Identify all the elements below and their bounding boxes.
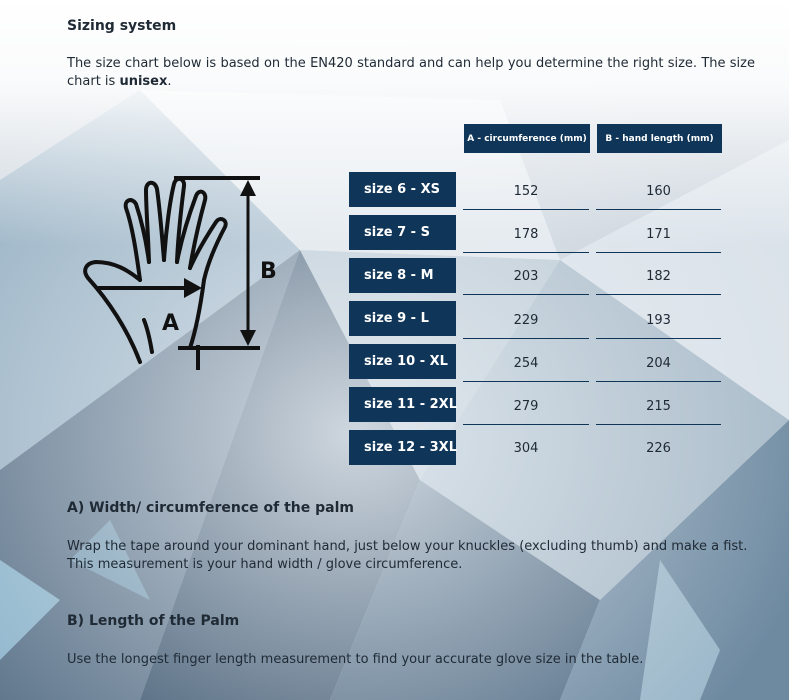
section-a-text: Wrap the tape around your dominant hand, just below your knuckles (excluding thumb) and make a fist. This measurement is your hand width / glove circumference. xyxy=(67,539,748,572)
hand-length-value: 182 xyxy=(596,259,721,295)
hand-length-value: 226 xyxy=(646,440,671,456)
hand-length-value: 171 xyxy=(596,217,721,253)
page-title: Sizing system xyxy=(67,18,177,34)
circumference-value: 152 xyxy=(463,174,589,210)
intro-end: . xyxy=(167,74,172,89)
circumference-value: 229 xyxy=(463,303,589,339)
column-header-hand-length: B - hand length (mm) xyxy=(597,124,722,153)
size-label: size 12 - 3XL xyxy=(349,430,456,465)
label-a: A xyxy=(162,311,180,336)
size-label: size 8 - M xyxy=(349,258,456,293)
section-b-heading: B) Length of the Palm xyxy=(67,613,240,629)
intro-bold: unisex xyxy=(119,74,168,89)
hand-measurement-icon xyxy=(78,170,288,375)
circumference-value: 279 xyxy=(463,389,589,425)
intro-text: The size chart below is based on the EN420 standard and can help you determine the right size. The size chart is xyxy=(67,56,755,89)
label-b: B xyxy=(260,259,277,284)
hand-length-value: 204 xyxy=(596,346,721,382)
hand-length-value: 215 xyxy=(596,389,721,425)
circumference-value: 203 xyxy=(463,259,589,295)
size-label: size 9 - L xyxy=(349,301,456,336)
circumference-value: 254 xyxy=(463,346,589,382)
intro-paragraph xyxy=(67,55,755,91)
column-header-circumference: A - circumference (mm) xyxy=(464,124,590,153)
size-label: size 6 - XS xyxy=(349,172,456,207)
hand-length-value: 193 xyxy=(596,303,721,339)
size-label: size 10 - XL xyxy=(349,344,456,379)
size-label: size 7 - S xyxy=(349,215,456,250)
hand-length-value: 160 xyxy=(596,174,721,210)
size-label: size 11 - 2XL xyxy=(349,387,456,422)
section-a-heading: A) Width/ circumference of the palm xyxy=(67,500,354,516)
section-b-text: Use the longest finger length measurement to find your accurate glove size in the table. xyxy=(67,652,644,667)
circumference-value: 178 xyxy=(463,217,589,253)
circumference-value: 304 xyxy=(513,440,539,456)
